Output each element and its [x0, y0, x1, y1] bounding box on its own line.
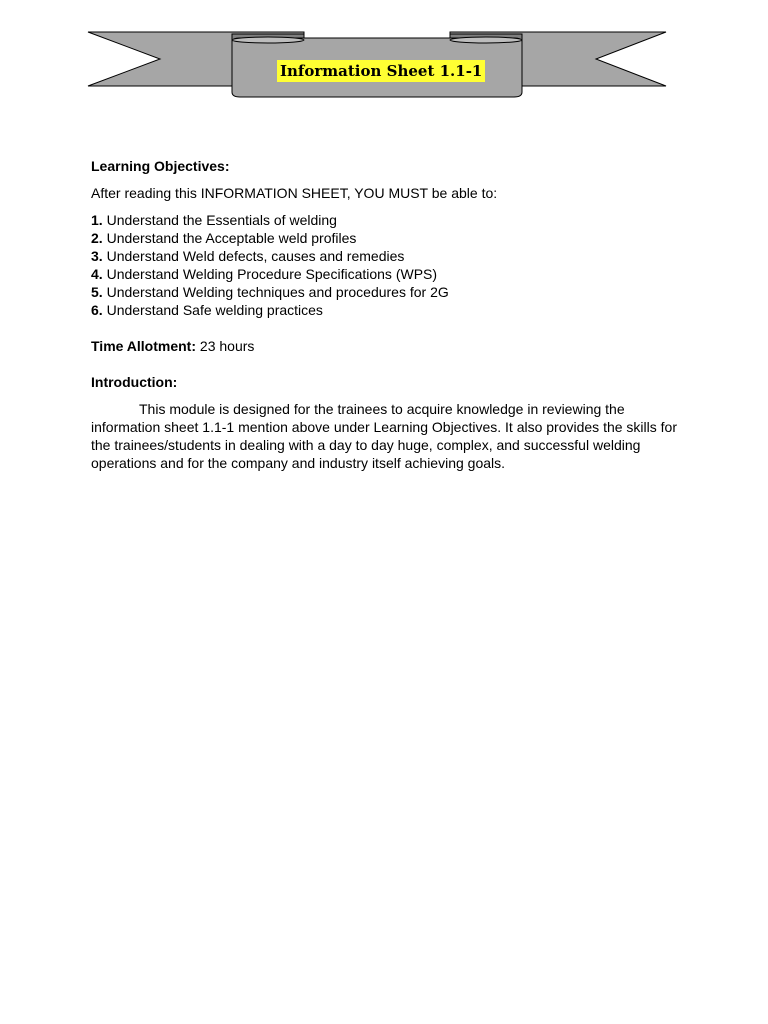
introduction-text: This module is designed for the trainees to acquire knowledge in reviewing the information sheet 1.1-1 mention above under Learning Objectives. It also provides the skills for the trainees/students in dealing with a day to day huge, complex, and successful welding operations and for the company and industry itself achieving goals.	[91, 401, 677, 471]
item-number: 3.	[91, 248, 103, 264]
list-item	[91, 301, 681, 319]
item-text: Understand Safe welding practices	[106, 302, 323, 318]
page-title: Information Sheet 1.1-1	[277, 60, 485, 82]
time-allotment-value: 23 hours	[199, 338, 255, 354]
introduction-heading: Introduction:	[91, 374, 178, 390]
item-number: 1.	[91, 212, 103, 228]
list-item	[91, 265, 681, 283]
item-text: Understand Weld defects, causes and remedies	[106, 248, 405, 264]
item-text: Understand the Acceptable weld profiles	[106, 230, 357, 246]
ribbon-banner-graphic	[0, 0, 768, 110]
list-item	[91, 229, 681, 247]
item-number: 4.	[91, 266, 103, 282]
list-item	[91, 247, 681, 265]
item-text: Understand the Essentials of welding	[106, 212, 337, 228]
title-banner	[0, 0, 768, 110]
learning-objectives-heading: Learning Objectives:	[91, 158, 230, 174]
learning-objectives-lead: After reading this INFORMATION SHEET, YOU MUST be able to:	[91, 185, 498, 201]
time-allotment-label: Time Allotment:	[91, 338, 197, 354]
item-number: 5.	[91, 284, 103, 300]
item-number: 2.	[91, 230, 103, 246]
item-text: Understand Welding Procedure Specifications (WPS)	[106, 266, 438, 282]
document-body	[91, 157, 681, 472]
list-item	[91, 211, 681, 229]
time-allotment	[91, 337, 681, 355]
list-item	[91, 283, 681, 301]
item-number: 6.	[91, 302, 103, 318]
objectives-list	[91, 211, 681, 319]
item-text: Understand Welding techniques and procedures for 2G	[106, 284, 449, 300]
